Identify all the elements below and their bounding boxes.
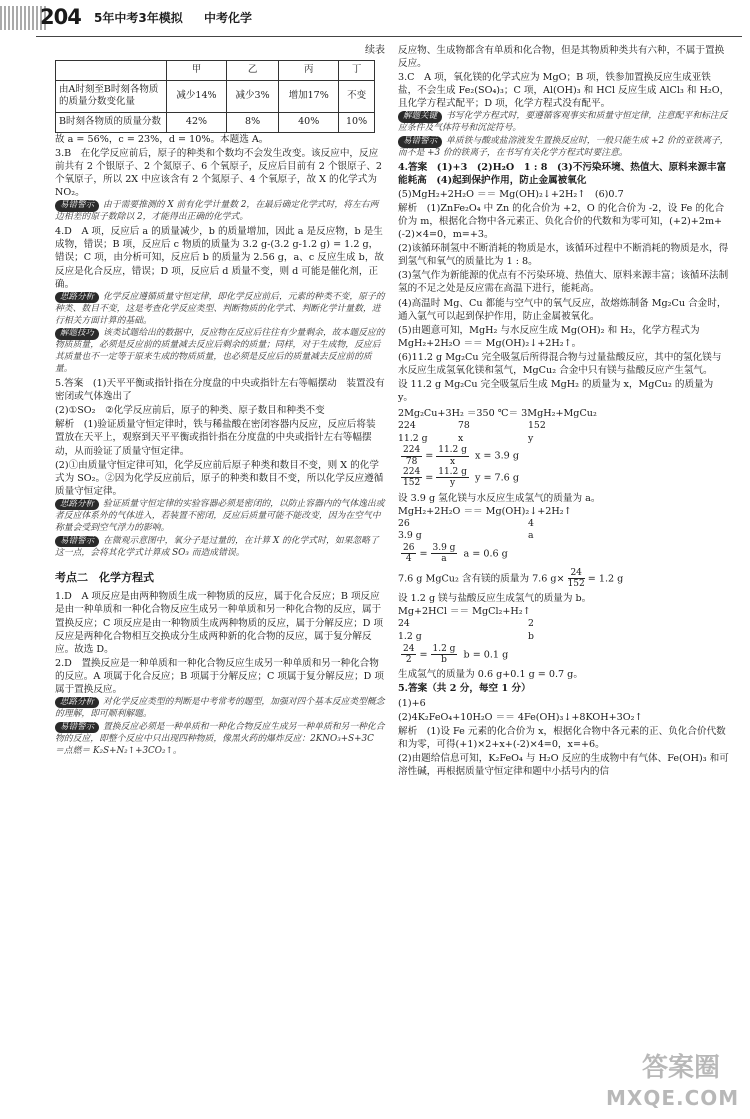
fraction xyxy=(568,568,585,590)
table-cell: 丁 xyxy=(339,60,375,80)
numerator: 1.2 g xyxy=(432,643,456,654)
stoich-value xyxy=(458,631,528,644)
header-rule xyxy=(36,36,742,37)
denominator: 78 xyxy=(405,456,418,467)
numerator: 224 xyxy=(403,466,421,477)
section2-answer-2: 2.D 置换反应是一种单质和一种化合物反应生成另一种单质和另一种化合物的反应。A 项属于化合反应；B 项属于分解反应；C 项属于复分解反应；D 项属于置换反应。 xyxy=(55,657,385,695)
answer-5-analysis-2: (2)①由质量守恒定律可知，化学反应前后原子种类和数目不变，则 X 的化学式为 SO₂。②因为化学反应前后，原子的种类和数目不变，所以化学反应遵循质量守恒定律。 xyxy=(55,459,384,497)
tip-tag: 易错警示 xyxy=(398,136,442,148)
table-cell xyxy=(56,60,167,80)
stoich-value: a xyxy=(528,530,534,542)
table-cell: 42% xyxy=(167,113,227,133)
calculation-block-1 xyxy=(398,407,730,489)
page-header xyxy=(0,0,750,36)
stoich-value: b xyxy=(528,631,534,643)
table-cell: 丙 xyxy=(279,60,339,80)
denominator: 4 xyxy=(405,554,412,565)
tip-tag: 思路分析 xyxy=(55,697,99,709)
numerator: 3.9 g xyxy=(432,542,456,553)
tip-text: 由于需要推测的 X 前有化学计量数 2，在最后确定化学式时，将左右两边相差的原子数除以 2，才能得出正确的化学式。 xyxy=(55,200,379,223)
stoich-row xyxy=(398,433,730,446)
denominator: x xyxy=(450,456,456,467)
tip-text: 书写化学方程式时，要遵循客观事实和质量守恒定律，注意配平和标注反应条件及气体符号和沉淀符号。 xyxy=(398,111,728,134)
table-cell: 10% xyxy=(339,113,375,133)
table-cell: 甲 xyxy=(167,60,227,80)
table-cell: 减少14% xyxy=(167,80,227,113)
stoich-value: 3.9 g xyxy=(398,530,422,542)
table-cell: 不变 xyxy=(339,80,375,113)
answer-3: 3.B 在化学反应前后，原子的种类和个数均不会发生改变。该反应中，反应前共有 2 个银原子、2 个氮原子、6 个氧原子，反应后目前有 2 个银原子、2 个氧原子，所以 2X 中应该含有 2 个氮原子、4 个氧原子，故 X 的化学式为 NO₂。 xyxy=(55,148,383,199)
denominator: b xyxy=(441,655,447,666)
table-conclusion: 故 a = 56%，c = 23%，d = 10%。本题选 A。 xyxy=(55,134,269,146)
stoich-value xyxy=(458,618,528,631)
result: y = 7.6 g xyxy=(474,472,519,484)
table-cell: B时刻各物质的质量分数 xyxy=(56,113,167,133)
calculation-block-2 xyxy=(398,492,730,565)
tip-tag: 易错警示 xyxy=(55,536,99,548)
stoich-value xyxy=(458,518,528,531)
stoich-value: 152 xyxy=(528,419,546,431)
calc-intro: 设 1.2 g 镁与盐酸反应生成氢气的质量为 b。 xyxy=(398,593,592,605)
analysis-paragraph: (6)11.2 g Mg₂Cu 完全吸氢后所得混合物与过量盐酸反应，其中的氢化镁与水反应生成氢氧化镁和氢气，MgCu₂ 合金中只有镁与盐酸反应产生氢气。 xyxy=(398,351,722,376)
answer-5-title: 5.答案 (1)天平平衡或指针指在分度盘的中央或指针左右等幅摆动 装置没有密闭或气体逸出了 xyxy=(55,378,385,403)
stoich-value: 24 xyxy=(398,618,410,630)
fraction xyxy=(431,644,458,666)
tip-text: 在微观示意图中，氧分子是过量的，在计算 X 的化学式时，如果忽略了这一点，会将其化学式计算成 SO₃ 而造成错误。 xyxy=(55,535,379,558)
tip-note xyxy=(398,111,730,135)
answer-4-equation: (5)MgH₂+2H₂O ＝＝ Mg(OH)₂↓+2H₂↑ (6)0.7 xyxy=(398,189,624,201)
proportion-line: $\frac{24}{2}$ = $\frac{1.2 g}{b}$ b = 0.1 g xyxy=(403,643,509,666)
analysis-paragraph: 解析 (1)设 Fe 元素的化合价为 x，根据化合物中各元素的正、负化合价代数和为零，可得(+1)×2+x+(-2)×4=0，x=+6。 xyxy=(398,725,726,750)
answer-4-title: 4.答案 (1)+3 (2)H₂O 1 : 8 (3)不污染环境、热值大、原料来源丰富 能耗高 (4)起到保护作用，防止金属被氧化 xyxy=(398,162,736,187)
analysis-paragraph: (3)氢气作为新能源的优点有不污染环境、热值大、原料来源丰富；该循环法制氢的不足之处是反应需在高温下进行，能耗高。 xyxy=(398,270,729,295)
page-number: 204 xyxy=(40,5,81,29)
fraction xyxy=(431,543,458,565)
denominator: a xyxy=(441,554,447,565)
proportion-line: $\frac{26}{4}$ = $\frac{3.9 g}{a}$ a = 0.6 g xyxy=(403,542,508,565)
table-row xyxy=(56,113,375,133)
numerator: 11.2 g xyxy=(438,445,467,456)
analysis-paragraph: (2)该循环制氢中不断消耗的物质是水，该循环过程中不断消耗的物质是水，得到氢气和氧气的质量比为 1 : 8。 xyxy=(398,243,729,268)
tip-note xyxy=(55,328,385,376)
proportion-line: $\frac{224}{152}$ = $\frac{11.2 g}{y}$ y = 7.6 g xyxy=(403,466,519,489)
fraction xyxy=(401,445,422,467)
answer-3c: 3.C A 项，氧化镁的化学式应为 MgO；B 项，铁参加置换反应生成亚铁盐，不会生成 Fe₂(SO₄)₃；C 项，Al(OH)₃ 和 HCl 反应生成 AlCl₃ 和 H₂O，且化学方程式配平；D 项，化学方程式没有配平。 xyxy=(398,72,730,110)
calc-text: 7.6 g MgCu₂ 含有镁的质量为 7.6 g× xyxy=(398,573,565,584)
numerator: 26 xyxy=(403,542,415,553)
tip-note xyxy=(55,200,385,224)
stoich-value: 26 xyxy=(398,517,410,529)
tip-note xyxy=(55,292,385,328)
tip-text: 置换反应必须是一种单质和一种化合物反应生成另一种单质和另一种化合物的反应，即整个反应中只出现四种物质，像黑火药的爆炸反应：2KNO₃+S+3C ＝点燃＝ K₂S+N₂↑+3CO₂↑。 xyxy=(55,721,385,756)
tip-text: 对化学反应类型的判断是中考常考的题型，加强对四个基本反应类型概念的理解，即可顺利解题。 xyxy=(55,696,385,719)
result: x = 3.9 g xyxy=(474,450,519,462)
right-column xyxy=(398,44,736,779)
tip-text: 验证质量守恒定律的实验容器必须是密闭的，以防止容器内的气体逸出或者反应体系外的气体进入，若装置不密闭，反应后质量可能不能改变，因为在空气中称量会受到空气浮力的影响。 xyxy=(55,498,385,533)
calculation-block-3 xyxy=(398,592,730,665)
analysis-paragraph: 设 11.2 g Mg₂Cu 完全吸氢后生成 MgH₂ 的质量为 x，MgCu₂ 的质量为 y。 xyxy=(398,378,714,403)
stoich-row xyxy=(398,530,730,543)
tip-tag: 易错警示 xyxy=(55,722,99,734)
left-column xyxy=(55,44,385,759)
watermark-logo xyxy=(602,1051,742,1113)
watermark-url: MXQE.COM xyxy=(606,1086,740,1110)
tip-note xyxy=(398,136,730,160)
continued-label: 续表 xyxy=(365,45,385,56)
table-cell: 由A时刻至B时刻各物质的质量分数变化量 xyxy=(56,80,167,113)
analysis-paragraph: (5)由题意可知，MgH₂ 与水反应生成 Mg(OH)₂ 和 H₂，化学方程式为 MgH₂+2H₂O ＝＝ Mg(OH)₂↓+2H₂↑。 xyxy=(398,324,700,349)
stoich-row xyxy=(398,618,730,631)
proportion-line: $\frac{224}{78}$ = $\frac{11.2 g}{x}$ x = 3.9 g xyxy=(403,445,519,467)
denominator: 2 xyxy=(405,655,412,666)
result: a = 0.6 g xyxy=(463,548,508,560)
tip-tag: 思路分析 xyxy=(55,499,99,511)
numerator: 11.2 g xyxy=(438,466,467,477)
hydrogen-total: 生成氢气的质量为 0.6 g+0.1 g = 0.7 g。 xyxy=(398,669,583,681)
stoich-row xyxy=(398,518,730,531)
tip-tag: 易错警示 xyxy=(55,200,99,212)
stoich-value: 2 xyxy=(528,618,534,630)
denominator: 152 xyxy=(567,579,585,589)
watermark-text: 答案圈 xyxy=(642,1053,721,1083)
tip-text: 该类试题给出的数据中，反应物在反应后往往有少量剩余，故本题反应的物质质量，必须是反应前的质量减去反应后剩余的质量；同样，对于生成物，反应后其质量也不一定等于原来生成的物质质量，也必须是反应后的质量减去反应前的质量。 xyxy=(55,328,385,375)
section-heading: 考点二 化学方程式 xyxy=(55,571,154,585)
answer-5-part1: (1)+6 xyxy=(398,697,426,709)
calc-intro: 设 3.9 g 氢化镁与水反应生成氢气的质量为 a。 xyxy=(398,492,601,504)
answer-5-part2: (2)①SO₂ ②化学反应前后，原子的种类、原子数目和种类不变 xyxy=(55,405,325,417)
tip-tag: 思路分析 xyxy=(55,292,99,304)
book-series-title: 5年中考3年模拟 xyxy=(94,11,183,25)
result: b = 0.1 g xyxy=(463,649,509,661)
numerator: 24 xyxy=(568,568,585,579)
denominator: 152 xyxy=(403,478,421,489)
numerator: 224 xyxy=(403,445,421,456)
stoich-value xyxy=(458,530,528,543)
answer-5-equation: (2)4K₂FeO₄+10H₂O ＝＝ 4Fe(OH)₃↓+8KOH+3O₂↑ xyxy=(398,711,643,723)
table-cell: 8% xyxy=(226,113,278,133)
fraction xyxy=(401,644,416,666)
fraction xyxy=(436,467,469,489)
magnesium-mass-line xyxy=(398,568,730,590)
mass-fraction-table xyxy=(55,60,375,134)
table-header-row xyxy=(56,60,375,80)
tip-note xyxy=(55,499,385,535)
reaction-equation: 2Mg₂Cu+3H₂ ＝350 ℃＝ 3MgH₂+MgCu₂ xyxy=(398,407,597,419)
tip-tag: 解题技巧 xyxy=(55,328,99,340)
reaction-equation: MgH₂+2H₂O ＝＝ Mg(OH)₂↓+2H₂↑ xyxy=(398,505,572,517)
fraction xyxy=(401,543,416,565)
table-cell: 减少3% xyxy=(226,80,278,113)
stoich-value: 4 xyxy=(528,517,534,529)
fraction xyxy=(436,445,469,467)
tip-text: 单质铁与酸或盐溶液发生置换反应时，一般只能生成 +2 价的亚铁离子，而不是 +3 价的铁离子，在书写有关化学方程式时要注意。 xyxy=(398,136,729,159)
stoich-value: 1.2 g xyxy=(398,631,422,643)
table-cell: 乙 xyxy=(226,60,278,80)
numerator: 24 xyxy=(403,643,415,654)
table-cell: 40% xyxy=(279,113,339,133)
answer-5-title: 5.答案（共 2 分，每空 1 分） xyxy=(398,683,531,695)
stoich-value: 224 xyxy=(398,419,416,431)
analysis-paragraph: (2)由题给信息可知，K₂FeO₄ 与 H₂O 反应的生成物中有气体、Fe(OH)₃ 和可溶性碱，再根据质量守恒定律和题中小括号内的信 xyxy=(398,752,729,777)
tip-note xyxy=(55,536,385,560)
book-subject: 中考化学 xyxy=(204,11,253,25)
stoich-value: y xyxy=(528,432,534,444)
calc-text: = 1.2 g xyxy=(587,573,624,584)
stoich-value: x xyxy=(458,432,464,444)
continued-text: 反应物、生成物都含有单质和化合物，但是其物质种类共有六种，不属于置换反应。 xyxy=(398,45,725,70)
stoich-value: 11.2 g xyxy=(398,432,428,444)
stoich-value: 78 xyxy=(458,419,470,431)
table-cell: 增加17% xyxy=(279,80,339,113)
analysis-paragraph: (4)高温时 Mg、Cu 都能与空气中的氧气反应，故熔炼制备 Mg₂Cu 合金时，通入氩气可以起到保护作用，防止金属被氧化。 xyxy=(398,297,727,322)
denominator: y xyxy=(450,478,456,489)
answer-5-analysis: 解析 (1)验证质量守恒定律时，铁与稀盐酸在密闭容器内反应，反应后将装置放在天平上，观察到天平平衡或指针指在分度盘的中央或指针左右等幅摆动，从而验证了质量守恒定律。 xyxy=(55,419,376,457)
reaction-equation: Mg+2HCl ＝＝ MgCl₂+H₂↑ xyxy=(398,606,531,618)
tip-text: 化学反应遵循质量守恒定律，即化学反应前后，元素的种类不变，原子的种类、数目不变，这是考查化学反应类型、判断物质的化学式、判断化学计量数，进行相关方面计算的基础。 xyxy=(55,291,385,326)
fraction xyxy=(401,467,422,489)
answer-4: 4.D A 项，反应后 a 的质量减少，b 的质量增加，因此 a 是反应物，b 是生成物，错误；B 项，反应后 c 物质的质量为 3.2 g-(3.2 g-1.2 g) = 1.2 g，错误；C 项，由分析可知，反应后 b 的质量为 2.56 g，a、c 反应生成 b，故反应是化合反应，错误；D 项，反应后 d 质量不变，则 d 可能是催化剂，正确。 xyxy=(55,226,385,290)
tip-tag: 解题关键 xyxy=(398,111,442,123)
tip-note xyxy=(55,722,385,758)
stoich-row xyxy=(398,420,730,433)
analysis-paragraph: 解析 (1)ZnFe₂O₄ 中 Zn 的化合价为 +2，O 的化合价为 -2，设 Fe 的化合价为 m，根据化合物中各元素正、负化合价的代数和为零可知，(+2)+2m+(-2)×4=0，m=+3。 xyxy=(398,203,725,241)
table-row xyxy=(56,80,375,113)
stoich-row xyxy=(398,631,730,644)
section2-answer-1: 1.D A 项反应是由两种物质生成一种物质的反应，属于化合反应；B 项反应是由一种单质和一种化合物反应生成另一种单质和另一种化合物的反应，属于置换反应；C 项反应是由一种物质生成两种物质的反应，属于分解反应；D 项反应是两种化合物相互交换成分生成两种新的化合物的反应，属于复分解反应。故选 D。 xyxy=(55,591,384,655)
tip-note xyxy=(55,697,385,721)
